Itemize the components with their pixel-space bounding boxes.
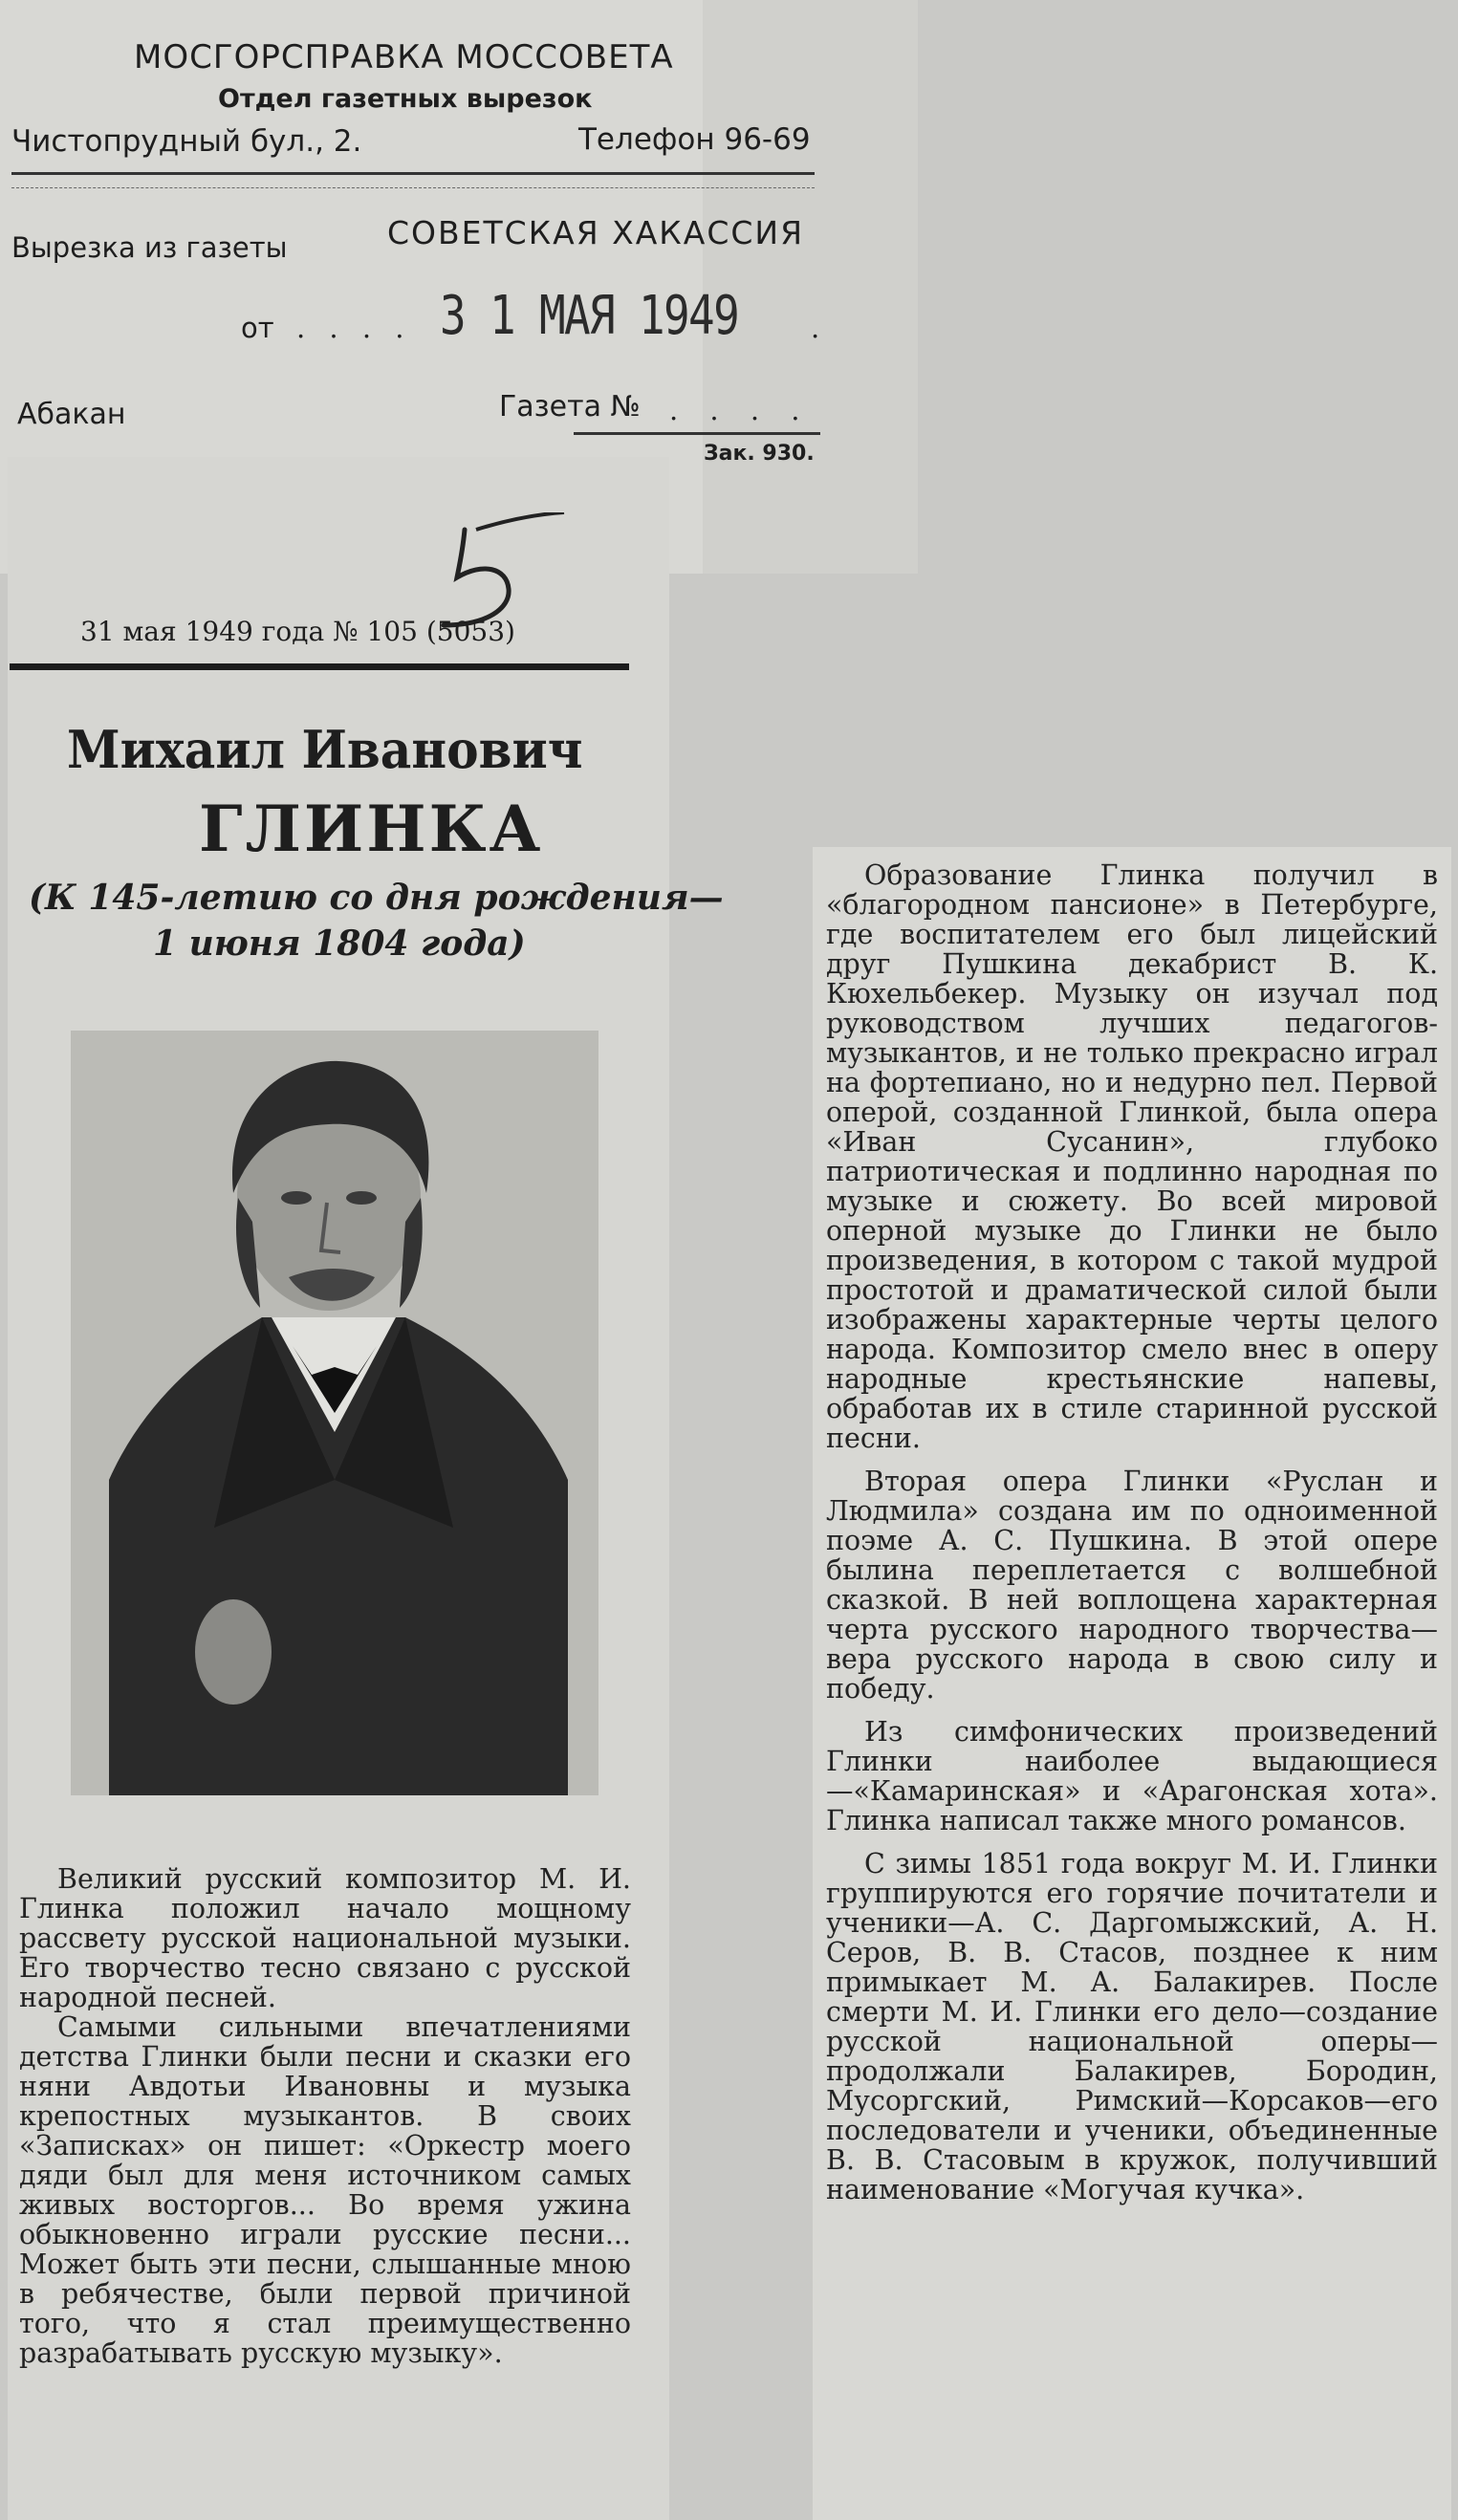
address: Чистопрудный бул., 2. xyxy=(11,124,362,159)
heavy-rule xyxy=(10,663,629,670)
paragraph: Великий русский композитор М. И. Глинка положил начало мощному рассвету русской национальной музыки. Его творчество тесно связано с русской народной песней. xyxy=(19,1863,631,2013)
paragraph: Из симфонических произведений Глинки наиболее выдающиеся —«Камаринская» и «Арагонская хота». Глинка написал также много романсов. xyxy=(826,1716,1438,1836)
newspaper-number-label: Газета № xyxy=(499,390,641,424)
portrait-photo xyxy=(71,1031,598,1795)
agency-name: МОСГОРСПРАВКА МОССОВЕТА xyxy=(134,38,674,76)
article-title-line1: Михаил Иванович xyxy=(67,719,583,780)
newspaper-name: СОВЕТСКАЯ ХАКАССИЯ xyxy=(387,214,805,251)
date-dots-end: . xyxy=(811,312,820,344)
order-number: Зак. 930. xyxy=(704,442,815,466)
divider-short xyxy=(574,432,820,435)
article-title-line2: ГЛИНКА xyxy=(199,792,544,866)
clip-from-label: Вырезка из газеты xyxy=(11,231,288,264)
issue-line: 31 мая 1949 года № 105 (5053) xyxy=(80,616,515,647)
paragraph: С зимы 1851 года вокруг М. И. Глинки группируются его горячие почитатели и ученики—А. С. Даргомыжский, А. Н. Серов, В. В. Стасов, позднее к ним примыкает М. А. Балакирев. После смерти М. И. Глинки его дело—создание русской национальной оперы—продолжали Балакирев, Бородин, Мусоргский, Римский—Корсаков—его последователи и ученики, объединенные В. В. Стасовым в кружок, получивший наименование «Могучая кучка». xyxy=(826,1848,1438,2205)
paragraph: Образование Глинка получил в «благородном пансионе» в Петербурге, где воспитателем его был лицейский друг Пушкина декабрист В. К. Кюхельбекер. Музыку он изучал под руководством лучших педагогов-музыкантов, и не только прекрасно играл на фортепиано, но и недурно пел. Первой оперой, созданной Глинкой, была опера «Иван Сусанин», глубоко патриотическая и подлинно народная по музыке и сюжету. Во всей мировой оперной музыке до Глинки не было произведения, в котором с такой мудрой простотой и драматической силой были изображены характерные черты целого народа. Композитор смело внес в оперу народные крестьянские напевы, обработав их в стиле старинной русской песни. xyxy=(826,859,1438,1454)
date-prefix: от xyxy=(241,312,274,344)
date-stamp: 3 1 МАЯ 1949 xyxy=(440,285,739,347)
department-name: Отдел газетных вырезок xyxy=(218,84,593,114)
newspaper-number-dots: . . . . xyxy=(669,394,812,426)
paragraph: Вторая опера Глинки «Руслан и Людмила» создана им по одноименной поэме А. С. Пушкина. В этой опере былина переплетается с волшебной сказкой. В ней воплощена характерная черта русского народного творчества—вера русского народа в свою силу и победу. xyxy=(826,1466,1438,1705)
phone: Телефон 96-69 xyxy=(578,122,811,157)
article-subtitle-line1: (К 145-летию со дня рождения— xyxy=(29,878,724,918)
divider xyxy=(11,172,815,175)
date-dots: . . . . xyxy=(296,312,412,344)
article-column-left xyxy=(19,1864,631,2368)
article-column-right xyxy=(826,860,1438,2205)
paragraph: Самыми сильными впечатлениями детства Глинки были песни и сказки его няни Авдотьи Ивановны и музыка крепостных музыкантов. В своих «Записках» он пишет: «Оркестр моего дяди был для меня источником самых живых восторгов... Во время ужина обыкновенно играли русские песни... Может быть эти песни, слышанные мною в ребячестве, были первой причиной того, что я стал преимущественно разрабатывать русскую музыку». xyxy=(19,2011,631,2369)
article-subtitle-line2: 1 июня 1804 года) xyxy=(153,923,526,964)
divider-dashed xyxy=(11,187,815,188)
handwritten-mark xyxy=(430,512,574,631)
city: Абакан xyxy=(17,398,126,431)
